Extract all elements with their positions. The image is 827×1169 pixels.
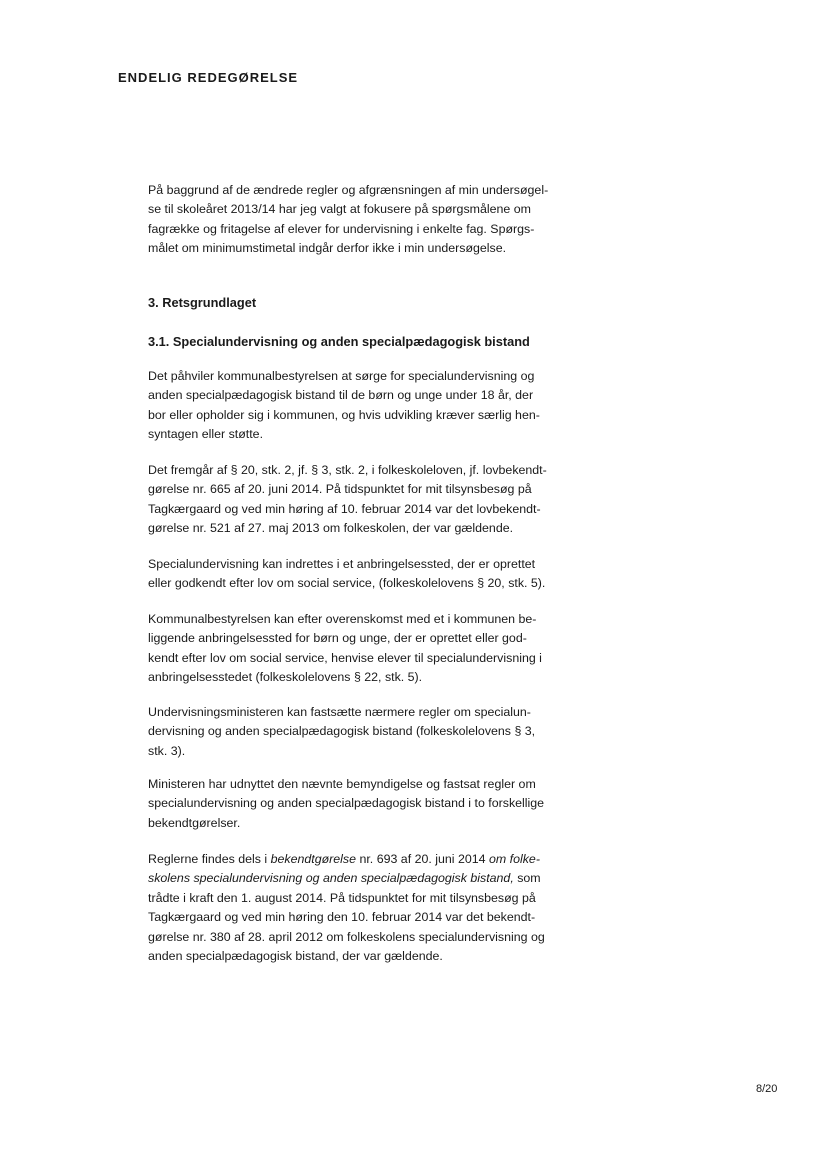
text-line — [148, 850, 593, 869]
text-line: kendt efter lov om social service, henvise elever til specialundervisning i — [148, 650, 542, 665]
paragraph-3 — [148, 555, 593, 594]
text-line: anbringelsesstedet (folkeskolelovens § 22, stk. 5). — [148, 670, 423, 685]
text-line: Undervisningsministeren kan fastsætte nærmere regler om specialun- — [148, 705, 531, 719]
text-line: Det fremgår af § 20, stk. 2, jf. § 3, stk. 2, i folkeskoleloven, jf. lovbekendt- — [148, 463, 547, 477]
text-run: som — [513, 871, 541, 886]
text-line: målet om minimumstimetal indgår derfor ikke i min undersøgelse. — [148, 241, 507, 256]
section-heading-3: 3. Retsgrundlaget — [148, 295, 257, 310]
text-run: Reglerne findes dels i — [148, 852, 271, 866]
text-line: se til skoleåret 2013/14 har jeg valgt at fokusere på spørgsmålene om — [148, 202, 531, 217]
document-header-title: ENDELIG REDEGØRELSE — [118, 70, 299, 85]
text-line: bor eller opholder sig i kommunen, og hvis udvikling kræver særlig hen- — [148, 407, 540, 422]
text-line: Ministeren har udnyttet den nævnte bemyndigelse og fastsat regler om — [148, 777, 536, 791]
text-run-italic: skolens specialundervisning og anden specialpædagogisk bistand, — [148, 871, 514, 886]
text-line: gørelse nr. 665 af 20. juni 2014. På tidspunktet for mit tilsynsbesøg på — [148, 482, 532, 497]
text-line: trådte i kraft den 1. august 2014. På tidspunktet for mit tilsynsbesøg på — [148, 890, 536, 905]
intro-paragraph — [148, 181, 593, 259]
text-line: gørelse nr. 380 af 28. april 2012 om folkeskolens specialundervisning og — [148, 929, 545, 944]
text-line: fagrække og fritagelse af elever for undervisning i enkelte fag. Spørgs- — [148, 221, 535, 236]
paragraph-6 — [148, 775, 593, 833]
paragraph-5 — [148, 703, 593, 761]
section-heading-3-1: 3.1. Specialundervisning og anden specialpædagogisk bistand — [148, 334, 530, 349]
text-line: stk. 3). — [148, 743, 186, 758]
text-line: anden specialpædagogisk bistand til de børn og unge under 18 år, der — [148, 388, 534, 403]
paragraph-1 — [148, 367, 593, 445]
text-line: Tagkærgaard og ved min høring af 10. februar 2014 var det lovbekendt- — [148, 501, 541, 516]
text-run-italic: bekendtgørelse — [270, 852, 357, 866]
text-line: Tagkærgaard og ved min høring den 10. februar 2014 var det bekendt- — [148, 910, 536, 925]
paragraph-7 — [148, 850, 593, 966]
text-line: dervisning og anden specialpædagogisk bistand (folkeskolelovens § 3, — [148, 724, 536, 739]
text-line: syntagen eller støtte. — [148, 427, 264, 442]
text-line: bekendtgørelser. — [148, 815, 241, 830]
text-line: liggende anbringelsessted for børn og unge, der er oprettet eller god- — [148, 631, 527, 646]
text-line: gørelse nr. 521 af 27. maj 2013 om folkeskolen, der var gældende. — [148, 521, 514, 536]
text-line: specialundervisning og anden specialpædagogisk bistand i to forskellige — [148, 796, 545, 811]
paragraph-2 — [148, 461, 593, 539]
text-line: Kommunalbestyrelsen kan efter overenskomst med et i kommunen be- — [148, 612, 537, 626]
text-line: På baggrund af de ændrede regler og afgrænsningen af min undersøgel- — [148, 183, 549, 197]
text-line: Det påhviler kommunalbestyrelsen at sørge for specialundervisning og — [148, 369, 535, 383]
text-line: eller godkendt efter lov om social service, (folkeskolelovens § 20, stk. 5). — [148, 576, 546, 591]
paragraph-4 — [148, 610, 593, 688]
text-line: Specialundervisning kan indrettes i et anbringelsessted, der er oprettet — [148, 557, 536, 571]
text-run-italic: om folke- — [489, 852, 540, 866]
text-run: nr. 693 af 20. juni 2014 — [356, 852, 489, 866]
text-line: anden specialpædagogisk bistand, der var gældende. — [148, 949, 443, 964]
text-line — [148, 869, 593, 888]
page-number: 8/20 — [756, 1083, 778, 1095]
